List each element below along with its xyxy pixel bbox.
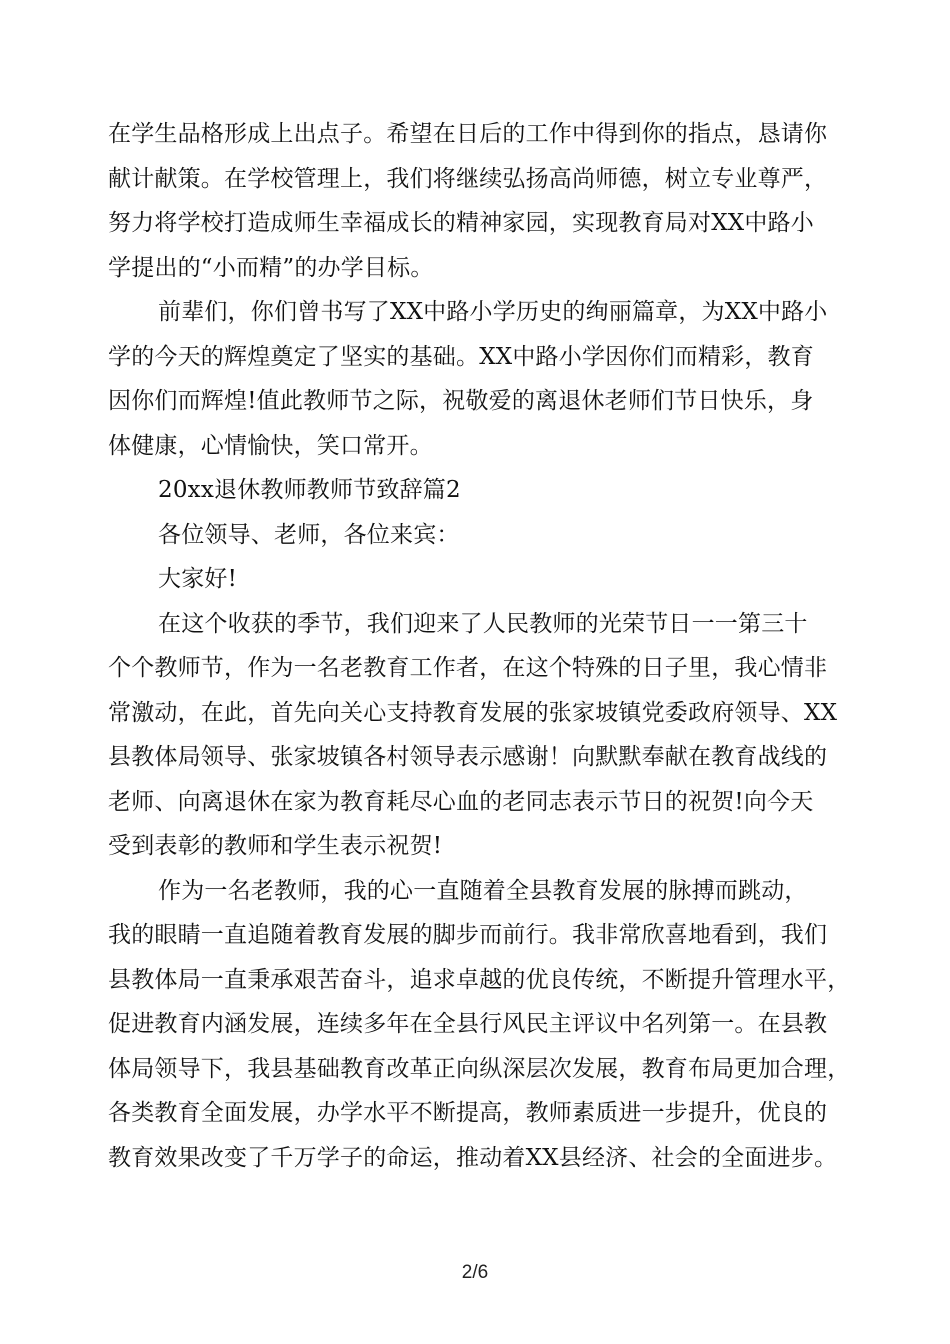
text-line: 体健康，心情愉快，笑口常开。 (108, 432, 433, 459)
text-line: 个个教师节，作为一名老教育工作者，在这个特殊的日子里，我心情非 (108, 655, 828, 681)
text-line: 促进教育内涵发展，连续多年在全县行风民主评议中名列第一。在县教 (108, 1011, 828, 1037)
text-line: 在学生品格形成上出点子。希望在日后的工作中得到你的指点，恳请你 (108, 121, 828, 147)
text-line: 20xx退休教师教师节致辞篇2 (158, 477, 461, 503)
text-line: 各类教育全面发展，办学水平不断提高，教师素质进一步提升，优良的 (108, 1100, 828, 1126)
text-line: 县教体局一直秉承艰苦奋斗，追求卓越的优良传统，不断提升管理水平， (108, 966, 851, 993)
text-line: 学的今天的辉煌奠定了坚实的基础。XX中路小学因你们而精彩，教育 (108, 343, 814, 370)
page-number: 2/6 (461, 1262, 489, 1283)
text-line: 各位领导、老师，各位来宾： (158, 521, 460, 548)
text-line: 体局领导下，我县基础教育改革正向纵深层次发展，教育布局更加合理， (108, 1055, 851, 1082)
text-line: 献计献策。在学校管理上，我们将继续弘扬高尚师德，树立专业尊严， (108, 165, 828, 192)
text-line: 大家好! (158, 566, 238, 592)
text-line: 前辈们，你们曾书写了XX中路小学历史的绚丽篇章，为XX中路小 (158, 299, 828, 325)
text-line: 我的眼睛一直追随着教育发展的脚步而前行。我非常欣喜地看到，我们 (108, 922, 828, 948)
text-line: 在这个收获的季节，我们迎来了人民教师的光荣节日一一第三十 (158, 610, 808, 637)
text-line: 常激动，在此，首先向关心支持教育发展的张家坡镇党委政府领导、XX (108, 699, 838, 726)
text-line: 县教体局领导、张家坡镇各村领导表示感谢！向默默奉献在教育战线的 (108, 744, 828, 770)
text-line: 因你们而辉煌!值此教师节之际，祝敬爱的离退休老师们节日快乐，身 (108, 388, 814, 414)
text-line: 作为一名老教师，我的心一直随着全县教育发展的脉搏而跳动， (158, 877, 808, 904)
text-line: 教育效果改变了千万学子的命运，推动着XX县经济、社会的全面进步。 (108, 1144, 838, 1171)
document-body (108, 112, 851, 1180)
text-line: 老师、向离退休在家为教育耗尽心血的老同志表示节日的祝贺!向今天 (108, 788, 814, 815)
text-line: 学提出的“小而精”的办学目标。 (108, 254, 434, 281)
text-line: 努力将学校打造成师生幸福成长的精神家园，实现教育局对XX中路小 (108, 210, 814, 236)
text-line: 受到表彰的教师和学生表示祝贺! (108, 833, 443, 859)
